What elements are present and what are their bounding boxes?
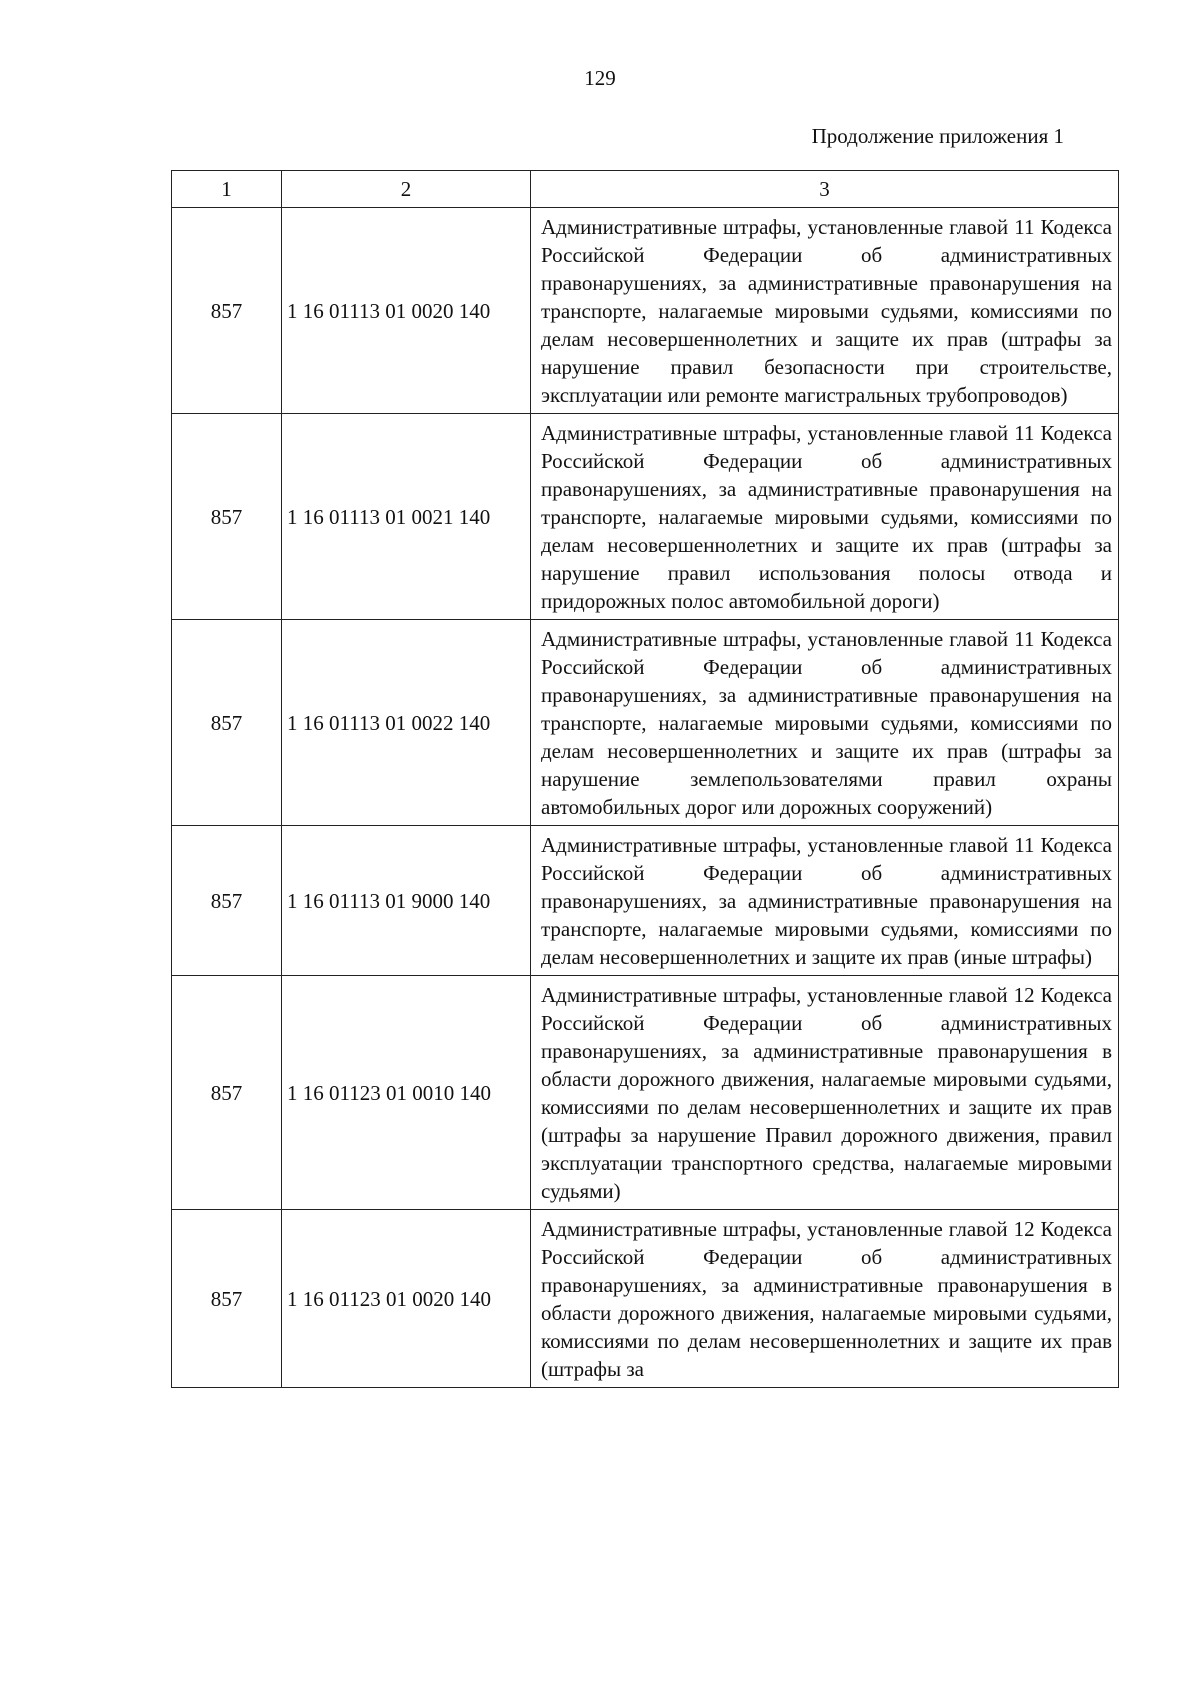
description-text: Административные штрафы, установленные главой 11 Кодекса Российской Федерации об административных правонарушениях, за административные правонарушения на транспорте, налагаемые мировыми судьями, комиссиями по делам несовершеннолетних и защите их прав (штрафы за нарушение правил использования полосы отвода и придорожных полос автомобильной дороги) bbox=[541, 421, 1112, 613]
description-cell bbox=[531, 620, 1119, 826]
admin-code-cell: 857 bbox=[172, 414, 282, 620]
description-cell bbox=[531, 1210, 1119, 1388]
description-text: Административные штрафы, установленные главой 11 Кодекса Российской Федерации об административных правонарушениях, за административные правонарушения на транспорте, налагаемые мировыми судьями, комиссиями по делам несовершеннолетних и защите их прав (штрафы за нарушение землепользователями правил охраны автомобильных дорог или дорожных сооружений) bbox=[541, 627, 1112, 819]
page-number: 129 bbox=[584, 66, 616, 90]
table-header-row bbox=[172, 171, 1119, 208]
admin-code-cell: 857 bbox=[172, 976, 282, 1210]
description-cell bbox=[531, 414, 1119, 620]
description-text: Административные штрафы, установленные главой 11 Кодекса Российской Федерации об административных правонарушениях, за административные правонарушения на транспорте, налагаемые мировыми судьями, комиссиями по делам несовершеннолетних и защите их прав (штрафы за нарушение правил безопасности при строительстве, эксплуатации или ремонте магистральных трубопроводов) bbox=[541, 215, 1112, 407]
description-cell bbox=[531, 208, 1119, 414]
table-row bbox=[172, 826, 1119, 976]
admin-code-cell: 857 bbox=[172, 208, 282, 414]
table-row bbox=[172, 208, 1119, 414]
budget-code-cell: 1 16 01123 01 0010 140 bbox=[282, 976, 531, 1210]
table-row bbox=[172, 620, 1119, 826]
appendix-continuation-label: Продолжение приложения 1 bbox=[811, 124, 1064, 148]
description-text: Административные штрафы, установленные главой 11 Кодекса Российской Федерации об административных правонарушениях, за административные правонарушения на транспорте, налагаемые мировыми судьями, комиссиями по делам несовершеннолетних и защите их прав (иные штрафы) bbox=[541, 833, 1112, 969]
admin-code-cell: 857 bbox=[172, 620, 282, 826]
header-col-1: 1 bbox=[172, 171, 282, 208]
budget-code-cell: 1 16 01123 01 0020 140 bbox=[282, 1210, 531, 1388]
admin-code-cell: 857 bbox=[172, 1210, 282, 1388]
header-col-2: 2 bbox=[282, 171, 531, 208]
budget-code-cell: 1 16 01113 01 0020 140 bbox=[282, 208, 531, 414]
header-col-3: 3 bbox=[531, 171, 1119, 208]
table-row bbox=[172, 414, 1119, 620]
table-row bbox=[172, 1210, 1119, 1388]
admin-code-cell: 857 bbox=[172, 826, 282, 976]
budget-code-cell: 1 16 01113 01 9000 140 bbox=[282, 826, 531, 976]
description-text: Административные штрафы, установленные главой 12 Кодекса Российской Федерации об административных правонарушениях, за административные правонарушения в области дорожного движения, налагаемые мировыми судьями, комиссиями по делам несовершеннолетних и защите их прав (штрафы за bbox=[541, 1217, 1112, 1381]
budget-code-cell: 1 16 01113 01 0022 140 bbox=[282, 620, 531, 826]
budget-codes-table bbox=[171, 170, 1119, 1388]
budget-code-cell: 1 16 01113 01 0021 140 bbox=[282, 414, 531, 620]
description-cell bbox=[531, 826, 1119, 976]
description-cell bbox=[531, 976, 1119, 1210]
table-row bbox=[172, 976, 1119, 1210]
description-text: Административные штрафы, установленные главой 12 Кодекса Российской Федерации об административных правонарушениях, за административные правонарушения в области дорожного движения, налагаемые мировыми судьями, комиссиями по делам несовершеннолетних и защите их прав (штрафы за нарушение Правил дорожного движения, правил эксплуатации транспортного средства, налагаемые мировыми судьями) bbox=[541, 983, 1112, 1203]
